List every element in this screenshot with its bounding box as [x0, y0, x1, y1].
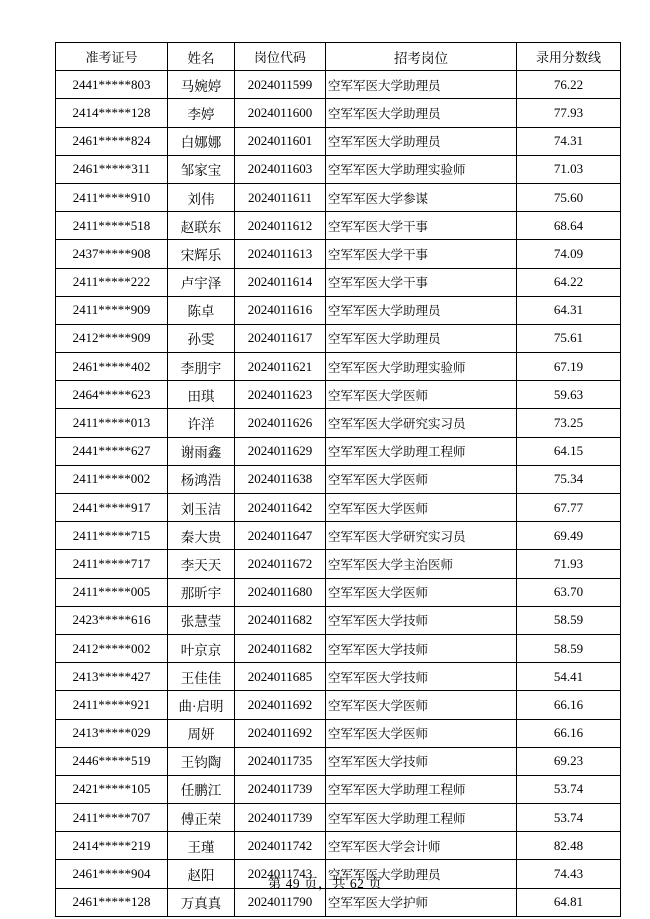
cell-id: 2412*****002 — [56, 634, 168, 662]
cell-post: 空军军医大学医师 — [326, 465, 517, 493]
cell-post: 空军军医大学助理实验师 — [326, 155, 517, 183]
cell-name: 许洋 — [168, 409, 235, 437]
cell-code: 2024011611 — [235, 183, 326, 211]
cell-post: 空军军医大学技师 — [326, 634, 517, 662]
cell-name: 邹家宝 — [168, 155, 235, 183]
table-row — [56, 550, 621, 578]
cell-id: 2441*****917 — [56, 494, 168, 522]
cell-id: 2413*****427 — [56, 663, 168, 691]
cell-score: 82.48 — [517, 832, 621, 860]
cell-id: 2411*****910 — [56, 183, 168, 211]
cell-score: 75.61 — [517, 324, 621, 352]
cell-name: 那昕宇 — [168, 578, 235, 606]
cell-code: 2024011599 — [235, 71, 326, 99]
cell-name: 马婉婷 — [168, 71, 235, 99]
table-row — [56, 522, 621, 550]
cell-id: 2414*****128 — [56, 99, 168, 127]
cell-code: 2024011600 — [235, 99, 326, 127]
cell-score: 74.43 — [517, 860, 621, 888]
cell-id: 2446*****519 — [56, 747, 168, 775]
cell-post: 空军军医大学助理员 — [326, 296, 517, 324]
cell-id: 2461*****904 — [56, 860, 168, 888]
cell-post: 空军军医大学助理员 — [326, 127, 517, 155]
cell-code: 2024011685 — [235, 663, 326, 691]
table-body — [56, 71, 621, 917]
table-row — [56, 155, 621, 183]
cell-name: 孙雯 — [168, 324, 235, 352]
cell-post: 空军军医大学技师 — [326, 747, 517, 775]
cell-name: 李朋宇 — [168, 353, 235, 381]
table-row — [56, 296, 621, 324]
cell-name: 王佳佳 — [168, 663, 235, 691]
column-header-code: 岗位代码 — [235, 43, 326, 71]
cell-score: 53.74 — [517, 804, 621, 832]
cell-id: 2461*****824 — [56, 127, 168, 155]
cell-name: 杨鸿浩 — [168, 465, 235, 493]
cell-name: 赵阳 — [168, 860, 235, 888]
table-row — [56, 663, 621, 691]
cell-id: 2413*****029 — [56, 719, 168, 747]
table-row — [56, 409, 621, 437]
cell-post: 空军军医大学医师 — [326, 719, 517, 747]
cell-code: 2024011626 — [235, 409, 326, 437]
table-row — [56, 634, 621, 662]
cell-score: 69.23 — [517, 747, 621, 775]
cell-code: 2024011617 — [235, 324, 326, 352]
table-row — [56, 719, 621, 747]
cell-post: 空军军医大学护师 — [326, 888, 517, 916]
cell-id: 2464*****623 — [56, 381, 168, 409]
cell-score: 58.59 — [517, 606, 621, 634]
cell-name: 曲·启明 — [168, 691, 235, 719]
cell-name: 万真真 — [168, 888, 235, 916]
column-header-name: 姓名 — [168, 43, 235, 71]
cell-code: 2024011629 — [235, 437, 326, 465]
table-row — [56, 381, 621, 409]
cell-id: 2411*****013 — [56, 409, 168, 437]
cell-code: 2024011743 — [235, 860, 326, 888]
cell-post: 空军军医大学干事 — [326, 212, 517, 240]
cell-score: 67.19 — [517, 353, 621, 381]
cell-name: 任鹏江 — [168, 775, 235, 803]
cell-id: 2411*****005 — [56, 578, 168, 606]
cell-score: 67.77 — [517, 494, 621, 522]
cell-name: 秦大贵 — [168, 522, 235, 550]
cell-id: 2441*****803 — [56, 71, 168, 99]
cell-post: 空军军医大学助理员 — [326, 71, 517, 99]
cell-post: 空军军医大学会计师 — [326, 832, 517, 860]
cell-score: 66.16 — [517, 691, 621, 719]
cell-post: 空军军医大学干事 — [326, 268, 517, 296]
cell-score: 59.63 — [517, 381, 621, 409]
cell-code: 2024011739 — [235, 804, 326, 832]
cell-id: 2421*****105 — [56, 775, 168, 803]
cell-name: 李婷 — [168, 99, 235, 127]
cell-name: 周妍 — [168, 719, 235, 747]
cell-score: 76.22 — [517, 71, 621, 99]
table-row — [56, 212, 621, 240]
table-row — [56, 804, 621, 832]
cell-name: 卢宇泽 — [168, 268, 235, 296]
cell-id: 2461*****311 — [56, 155, 168, 183]
cell-score: 68.64 — [517, 212, 621, 240]
cell-id: 2411*****715 — [56, 522, 168, 550]
page-footer: 第 49 页，共 62 页 — [267, 876, 383, 891]
cell-code: 2024011613 — [235, 240, 326, 268]
cell-post: 空军军医大学参谋 — [326, 183, 517, 211]
cell-post: 空军军医大学助理工程师 — [326, 775, 517, 803]
cell-name: 傅正荣 — [168, 804, 235, 832]
cell-score: 73.25 — [517, 409, 621, 437]
cell-score: 63.70 — [517, 578, 621, 606]
cell-post: 空军军医大学助理员 — [326, 99, 517, 127]
cell-id: 2411*****909 — [56, 296, 168, 324]
score-table — [55, 42, 621, 917]
cell-score: 64.15 — [517, 437, 621, 465]
cell-id: 2411*****518 — [56, 212, 168, 240]
cell-code: 2024011601 — [235, 127, 326, 155]
table-row — [56, 606, 621, 634]
cell-code: 2024011682 — [235, 634, 326, 662]
table-row — [56, 268, 621, 296]
column-header-post: 招考岗位 — [326, 43, 517, 71]
cell-score: 71.03 — [517, 155, 621, 183]
cell-score: 66.16 — [517, 719, 621, 747]
cell-name: 赵联东 — [168, 212, 235, 240]
cell-score: 69.49 — [517, 522, 621, 550]
cell-score: 64.31 — [517, 296, 621, 324]
table-row — [56, 747, 621, 775]
cell-name: 李天天 — [168, 550, 235, 578]
cell-name: 王瑾 — [168, 832, 235, 860]
cell-post: 空军军医大学医师 — [326, 494, 517, 522]
table-row — [56, 99, 621, 127]
cell-post: 空军军医大学助理员 — [326, 324, 517, 352]
cell-score: 75.34 — [517, 465, 621, 493]
cell-code: 2024011739 — [235, 775, 326, 803]
cell-code: 2024011623 — [235, 381, 326, 409]
cell-score: 74.31 — [517, 127, 621, 155]
cell-code: 2024011642 — [235, 494, 326, 522]
cell-name: 宋辉乐 — [168, 240, 235, 268]
cell-score: 77.93 — [517, 99, 621, 127]
table-row — [56, 240, 621, 268]
cell-id: 2461*****402 — [56, 353, 168, 381]
cell-score: 53.74 — [517, 775, 621, 803]
cell-name: 刘玉洁 — [168, 494, 235, 522]
cell-score: 71.93 — [517, 550, 621, 578]
table-row — [56, 775, 621, 803]
cell-code: 2024011692 — [235, 719, 326, 747]
table-row — [56, 494, 621, 522]
cell-name: 陈卓 — [168, 296, 235, 324]
cell-post: 空军军医大学技师 — [326, 606, 517, 634]
table-row — [56, 71, 621, 99]
cell-name: 刘伟 — [168, 183, 235, 211]
cell-post: 空军军医大学干事 — [326, 240, 517, 268]
table-row — [56, 888, 621, 916]
cell-id: 2411*****707 — [56, 804, 168, 832]
cell-post: 空军军医大学助理实验师 — [326, 353, 517, 381]
cell-id: 2412*****909 — [56, 324, 168, 352]
cell-name: 田琪 — [168, 381, 235, 409]
cell-id: 2411*****921 — [56, 691, 168, 719]
table-header-row — [56, 43, 621, 71]
cell-post: 空军军医大学助理员 — [326, 860, 517, 888]
cell-score: 74.09 — [517, 240, 621, 268]
cell-post: 空军军医大学研究实习员 — [326, 522, 517, 550]
table-row — [56, 353, 621, 381]
cell-id: 2411*****717 — [56, 550, 168, 578]
cell-code: 2024011612 — [235, 212, 326, 240]
cell-code: 2024011614 — [235, 268, 326, 296]
cell-score: 64.81 — [517, 888, 621, 916]
cell-code: 2024011735 — [235, 747, 326, 775]
table-row — [56, 127, 621, 155]
cell-code: 2024011692 — [235, 691, 326, 719]
cell-post: 空军军医大学医师 — [326, 578, 517, 606]
cell-code: 2024011682 — [235, 606, 326, 634]
cell-id: 2423*****616 — [56, 606, 168, 634]
table-row — [56, 324, 621, 352]
cell-id: 2437*****908 — [56, 240, 168, 268]
cell-code: 2024011621 — [235, 353, 326, 381]
column-header-id: 准考证号 — [56, 43, 168, 71]
cell-code: 2024011742 — [235, 832, 326, 860]
table-row — [56, 691, 621, 719]
cell-name: 叶京京 — [168, 634, 235, 662]
cell-code: 2024011647 — [235, 522, 326, 550]
cell-score: 54.41 — [517, 663, 621, 691]
column-header-score: 录用分数线 — [517, 43, 621, 71]
cell-id: 2441*****627 — [56, 437, 168, 465]
cell-id: 2411*****002 — [56, 465, 168, 493]
table-row — [56, 183, 621, 211]
table-row — [56, 465, 621, 493]
cell-post: 空军军医大学医师 — [326, 381, 517, 409]
cell-code: 2024011616 — [235, 296, 326, 324]
cell-score: 75.60 — [517, 183, 621, 211]
table-row — [56, 578, 621, 606]
cell-name: 白娜娜 — [168, 127, 235, 155]
cell-name: 张慧莹 — [168, 606, 235, 634]
cell-score: 64.22 — [517, 268, 621, 296]
cell-post: 空军军医大学助理工程师 — [326, 804, 517, 832]
cell-code: 2024011680 — [235, 578, 326, 606]
table-header — [56, 43, 621, 71]
cell-code: 2024011790 — [235, 888, 326, 916]
cell-id: 2411*****222 — [56, 268, 168, 296]
cell-name: 谢雨鑫 — [168, 437, 235, 465]
cell-post: 空军军医大学医师 — [326, 691, 517, 719]
cell-id: 2461*****128 — [56, 888, 168, 916]
table-row — [56, 832, 621, 860]
cell-id: 2414*****219 — [56, 832, 168, 860]
cell-score: 58.59 — [517, 634, 621, 662]
cell-name: 王钧陶 — [168, 747, 235, 775]
cell-code: 2024011638 — [235, 465, 326, 493]
cell-code: 2024011672 — [235, 550, 326, 578]
cell-post: 空军军医大学研究实习员 — [326, 409, 517, 437]
cell-code: 2024011603 — [235, 155, 326, 183]
cell-post: 空军军医大学助理工程师 — [326, 437, 517, 465]
cell-post: 空军军医大学主治医师 — [326, 550, 517, 578]
cell-post: 空军军医大学技师 — [326, 663, 517, 691]
table-row — [56, 437, 621, 465]
